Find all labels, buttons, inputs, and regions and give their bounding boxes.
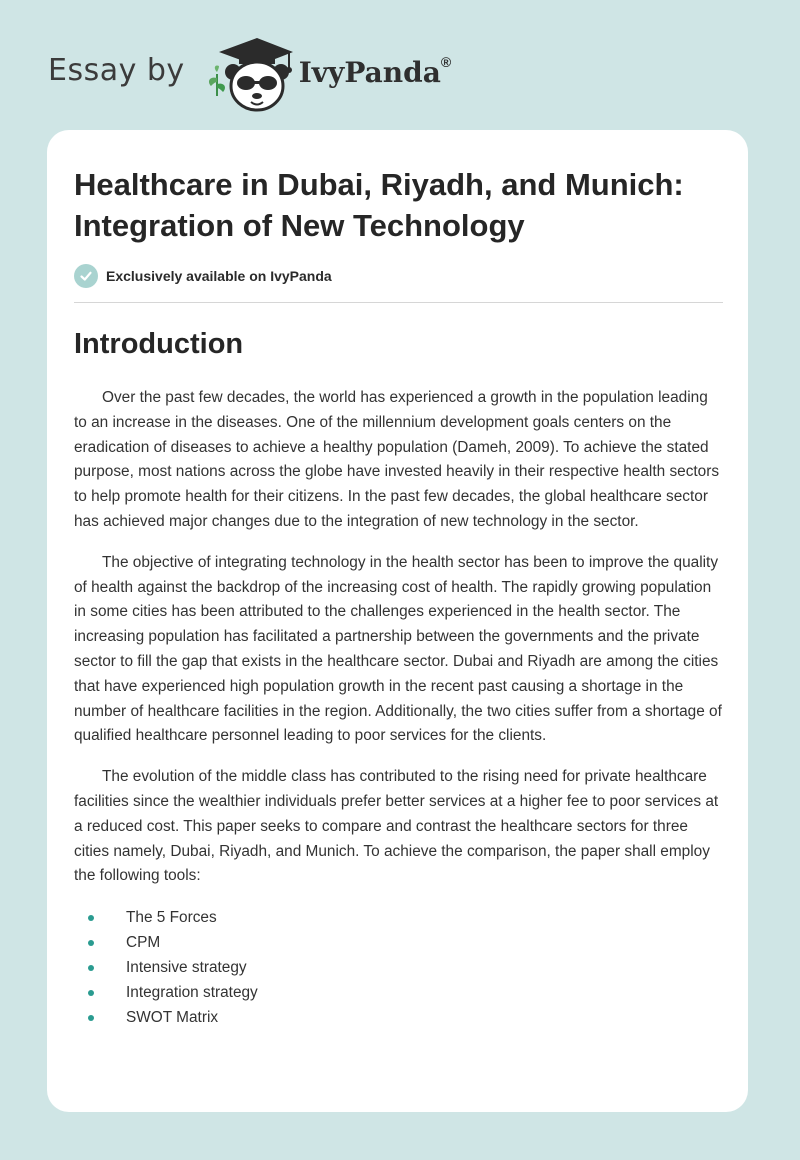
section-heading-introduction: Introduction — [74, 328, 244, 360]
list-item-text: CPM — [126, 934, 161, 952]
paragraph: The evolution of the middle class has contributed to the rising need for private healthcare facilities since the wealthier individuals prefer better services at a higher fee to poor services at a reduced cost. This paper seeks to compare and contrast the healthcare sectors for three cities namely, Dubai, Riyadh, and Munich. To achieve the comparison, the paper shall employ the following tools: — [74, 768, 719, 885]
list-item — [74, 930, 724, 955]
bullet-icon — [88, 965, 94, 971]
paragraph: The objective of integrating technology in the health sector has been to improve the quality of health against the backdrop of the increasing cost of health. The rapidly growing population in some cities has been attributed to the challenges experienced in the health sector. The increasing population has facilitated a partnership between the governments and the private sector to fill the gap that exists in the healthcare sector. Dubai and Riyadh are among the cities that have experienced high population growth in the recent past causing a shortage in the number of healthcare facilities in the region. Additionally, the two cities suffer from a shortage of qualified healthcare personnel leading to poor services for the clients. — [74, 553, 722, 745]
panda-logo-icon[interactable] — [199, 34, 295, 114]
list-item — [74, 955, 724, 980]
essay-body — [74, 386, 724, 1030]
essay-by-label: Essay by — [48, 52, 185, 88]
registered-mark: ® — [440, 54, 452, 71]
list-item — [74, 980, 724, 1005]
check-circle-icon — [74, 264, 98, 288]
title-divider — [74, 302, 723, 303]
ivy-leaf-icon — [209, 65, 225, 96]
list-item-text: SWOT Matrix — [126, 1009, 219, 1027]
list-item — [74, 905, 724, 930]
exclusive-badge — [74, 264, 332, 288]
essay-card — [47, 130, 748, 1112]
list-item-text: Integration strategy — [126, 984, 258, 1002]
bullet-icon — [88, 1015, 94, 1021]
brand-name-text: IvyPanda — [298, 55, 441, 89]
exclusive-badge-text: Exclusively available on IvyPanda — [106, 268, 332, 284]
tools-list — [74, 905, 724, 1030]
bullet-icon — [88, 990, 94, 996]
list-item-text: The 5 Forces — [126, 909, 217, 927]
brand-name[interactable] — [299, 56, 452, 89]
bullet-icon — [88, 915, 94, 921]
list-item — [74, 1005, 724, 1030]
paragraph: Over the past few decades, the world has experienced a growth in the population leading to an increase in the diseases. One of the millennium development goals centers on the eradication of diseases to achieve a healthy population (Dameh, 2009). To achieve the stated purpose, most nations across the globe have invested heavily in their respective health sectors to help promote health for their citizens. In the past few decades, the global healthcare sector has achieved major changes due to the integration of new technology in the sector. — [74, 389, 720, 530]
bullet-icon — [88, 940, 94, 946]
essay-title: Healthcare in Dubai, Riyadh, and Munich: Integration of New Technology — [74, 167, 684, 243]
list-item-text: Intensive strategy — [126, 959, 247, 977]
site-header — [48, 34, 451, 114]
